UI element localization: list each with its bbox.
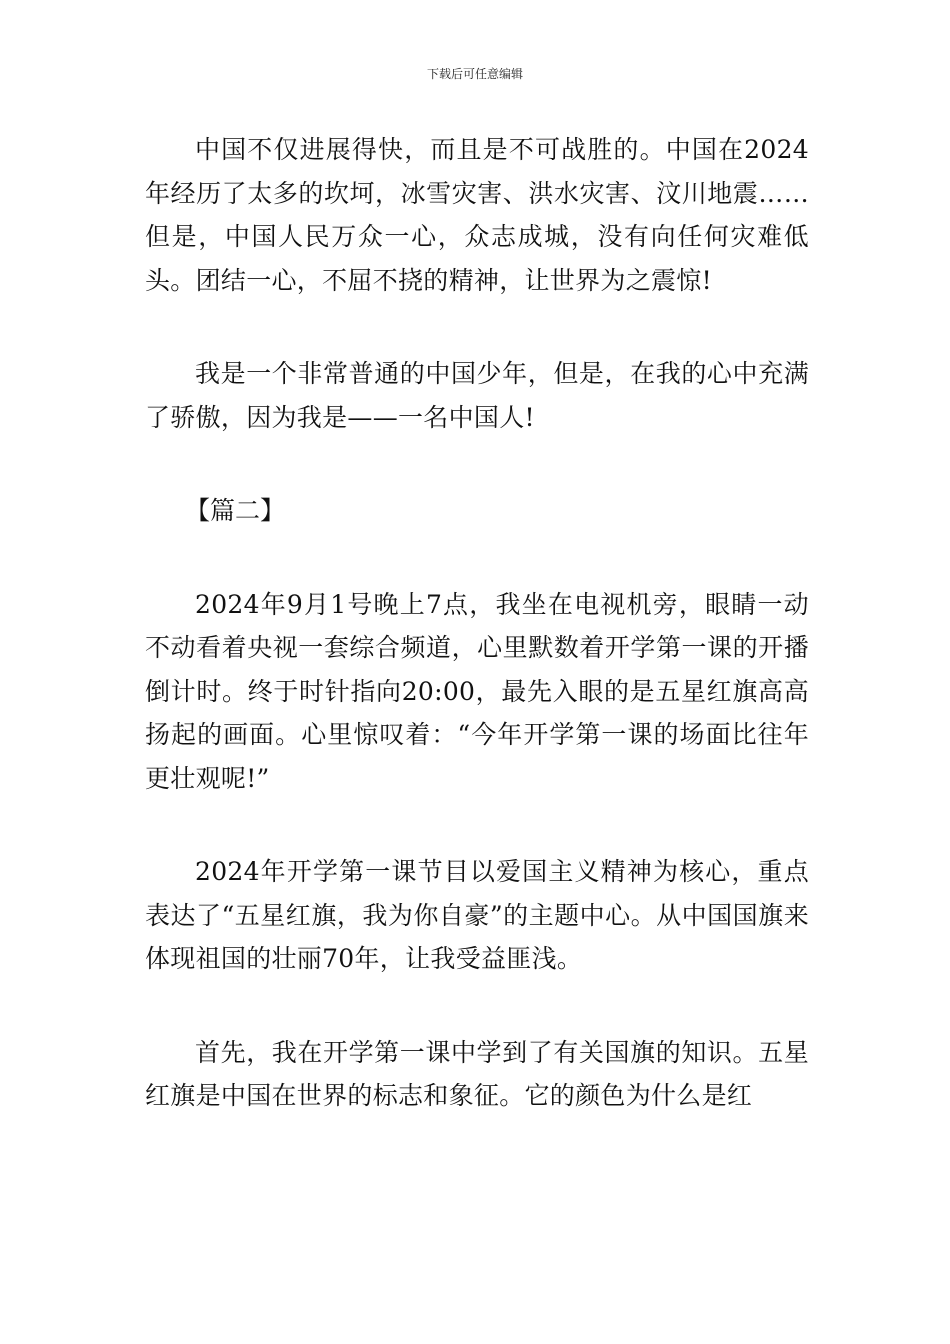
paragraph: 中国不仅进展得快，而且是不可战胜的。中国在2024年经历了太多的坎坷，冰雪灾害、洪水灾害、汶川地震……但是，中国人民万众一心，众志成城，没有向任何灾难低头。团结一心，不屈不挠的精神，让世界为之震惊! bbox=[145, 135, 809, 295]
paragraph-gap bbox=[145, 439, 809, 489]
paragraph: 2024年开学第一课节目以爱国主义精神为核心，重点表达了“五星红旗，我为你自豪”的主题中心。从中国国旗来体现祖国的壮丽70年，让我受益匪浅。 bbox=[145, 857, 809, 973]
page-header: 下载后可任意编辑 bbox=[426, 67, 523, 81]
paragraph-gap bbox=[145, 302, 809, 352]
paragraph: 2024年9月1号晚上7点，我坐在电视机旁，眼睛一动不动看着央视一套综合频道，心里默数着开学第一课的开播倒计时。终于时针指向20:00，最先入眼的是五星红旗高高扬起的画面。心里惊叹着：“今年开学第一课的场面比往年更壮观呢!” bbox=[145, 589, 809, 793]
document-body bbox=[145, 128, 809, 1118]
section-heading: 【篇二】 bbox=[185, 496, 286, 525]
paragraph-gap bbox=[145, 533, 809, 583]
paragraph: 我是一个非常普通的中国少年，但是，在我的心中充满了骄傲，因为我是——一名中国人! bbox=[145, 359, 809, 432]
paragraph: 首先，我在开学第一课中学到了有关国旗的知识。五星红旗是中国在世界的标志和象征。它的颜色为什么是红 bbox=[145, 1037, 809, 1110]
paragraph-gap bbox=[145, 800, 809, 850]
paragraph-gap bbox=[145, 981, 809, 1031]
